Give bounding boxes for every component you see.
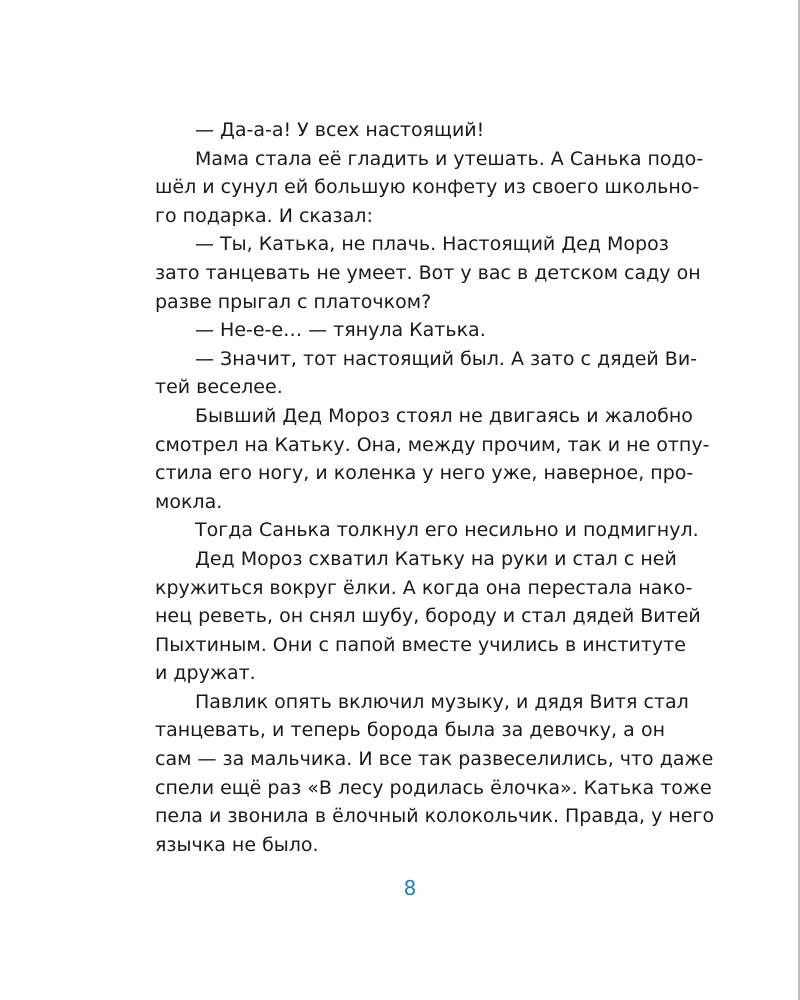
text-line: — Значит, тот настоящий был. А зато с дядей Ви-	[195, 347, 698, 370]
text-line: — Да-а-а! У всех настоящий!	[195, 119, 485, 141]
text-line: шёл и сунул ей большую конфету из своего школьно-	[155, 176, 700, 199]
text-line: Павлик опять включил музыку, и дядя Витя стал	[195, 690, 689, 713]
text-line: мокла.	[155, 490, 223, 513]
text-line: спели ещё раз «В лесу родилась ёлочка». Катька тоже	[155, 776, 712, 799]
text-line: го подарка. И сказал:	[155, 204, 373, 227]
text-line: разве прыгал с платочком?	[155, 290, 432, 313]
story-text	[155, 116, 715, 859]
text-line: — Ты, Катька, не плачь. Настоящий Дед Мороз	[195, 233, 669, 256]
text-line: нец реветь, он снял шубу, бороду и стал дядей Витей	[155, 605, 701, 628]
text-line: стила его ногу, и коленка у него уже, наверное, про-	[155, 462, 694, 485]
text-line: Бывший Дед Мороз стоял не двигаясь и жалобно	[195, 404, 693, 427]
page-number: 8	[403, 876, 417, 900]
text-line: кружиться вокруг ёлки. А когда она перестала нако-	[155, 576, 693, 599]
text-line: — Не-е-е… — тянула Катька.	[195, 319, 486, 342]
text-line: язычка не было.	[155, 833, 319, 856]
text-line: смотрел на Катьку. Она, между прочим, так и не отпу-	[155, 433, 710, 456]
text-line: пела и звонила в ёлочный колокольчик. Правда, у него	[155, 805, 715, 828]
text-line: Тогда Санька толкнул его несильно и подмигнул.	[195, 519, 699, 542]
text-line: Дед Мороз схватил Катьку на руки и стал с ней	[195, 547, 677, 570]
text-line: тей веселее.	[155, 376, 283, 399]
text-line: Мама стала её гладить и утешать. А Санька подо-	[195, 147, 704, 170]
text-line: Пыхтиным. Они с папой вместе учились в институте	[155, 633, 686, 656]
text-line: и дружат.	[155, 662, 256, 685]
text-line: сам — за мальчика. И все так развеселились, что даже	[155, 748, 714, 771]
text-line: танцевать, и теперь борода была за девочку, а он	[155, 719, 665, 742]
text-line: зато танцевать не умеет. Вот у вас в детском саду он	[155, 261, 701, 284]
